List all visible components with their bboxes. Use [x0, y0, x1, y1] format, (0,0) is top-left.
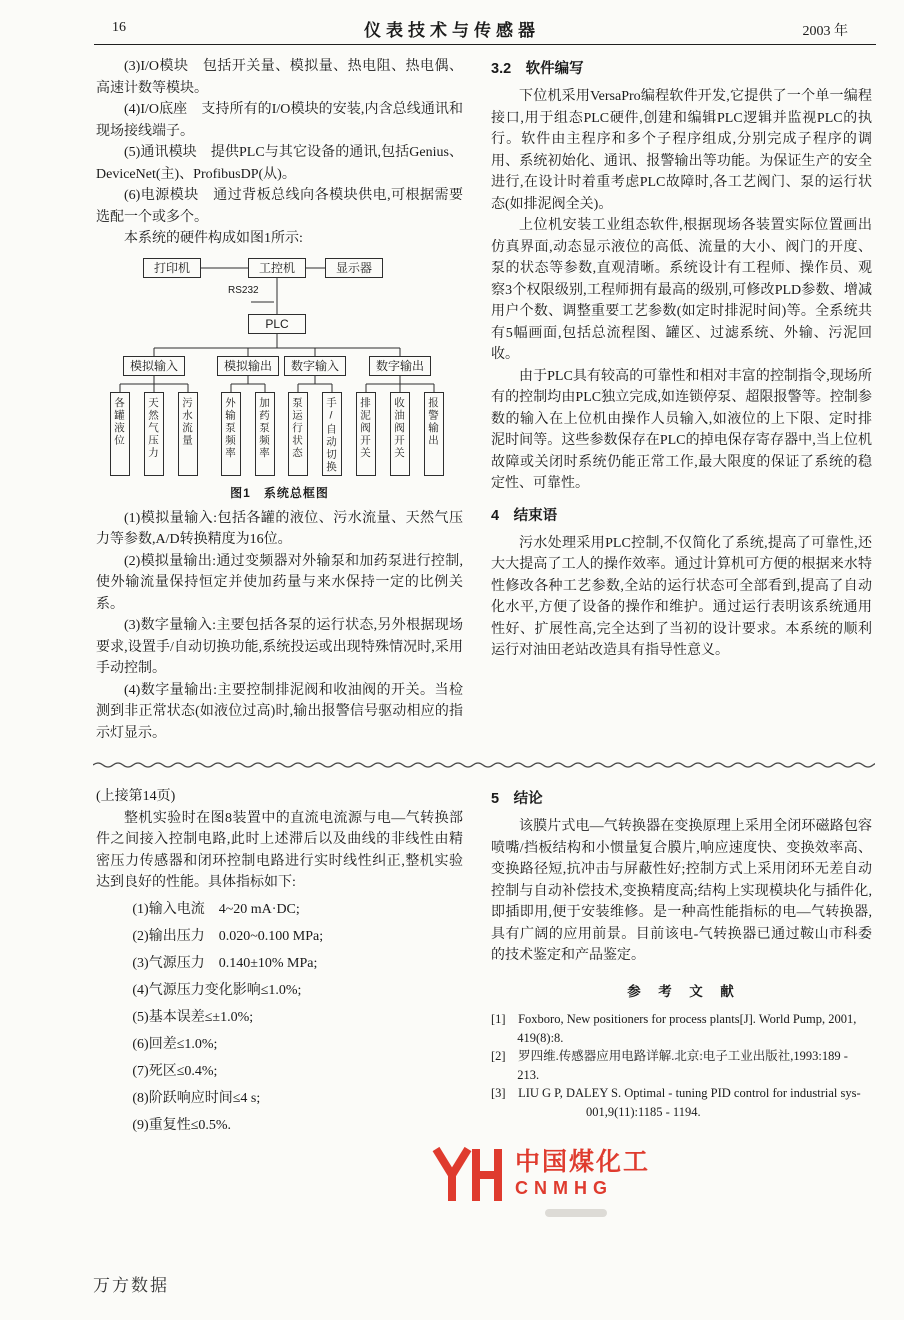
diagram-leaf-alarm-output: 报警输出	[424, 392, 444, 476]
spec-item: (5)基本误差≤±1.0%;	[132, 1009, 254, 1025]
diagram-leaf-sewage-flow: 污水流量	[178, 392, 198, 476]
reference-item-continuation: 001,9(11):1185 - 1194.	[586, 1104, 701, 1119]
wanfang-data-watermark: 万方数据	[93, 1276, 169, 1295]
reference-item: [1] Foxboro, New positioners for process plants[J]. World Pump, 2001, 419(8):8.	[491, 1012, 857, 1045]
figure-caption: 图1 系统总框图	[230, 485, 329, 500]
paragraph: 该膜片式电—气转换器在变换原理上采用全闭环磁路包容喷嘴/挡板结构和小惯量复合膜片,响应速度快、变换效率高、变换路径短,抗冲击与屏蔽性好;控制方式上采用闭环无差自动控制与自动补偿技术,变换精度高;结构上实现模块化与插件化,即插即用,便于安装维修。是一种高性能指标的电—气转换器,具有广阔的应用前景。目前该电-气转换器已通过鞍山市科委的技术鉴定和产品鉴定。	[491, 819, 872, 963]
paragraph: (6)电源模块 通过背板总线向各模块供电,可根据需要选配一个或多个。	[96, 188, 463, 225]
diagram-leaf-gas-pressure: 天然气压力	[144, 392, 164, 476]
paragraph: 上位机安装工业组态软件,根据现场各装置实际位置画出仿真界面,动态显示液位的高低、流量的大小、阀门的开度、泵的状态等参数,直观清晰。系统设计有工程师、操作员、观察3个权限级别,工程师拥有最高的级别,可修改PLD参数、增减用户个数、调整重要工艺参数(如定时排泥时间)等。全系统共有5幅画面,包括总流程图、罐区、过滤系统、外输、污泥回收。	[491, 218, 872, 362]
paragraph: (4)I/O底座 支持所有的I/O模块的安装,内含总线通讯和现场接线端子。	[96, 102, 463, 139]
diagram-leaf-dosing-pump-freq: 加药泵频率	[255, 392, 275, 476]
spec-item: (3)气源压力 0.140±10% MPa;	[132, 955, 318, 971]
diagram-leaf-manual-auto: 手/自动切换	[322, 392, 342, 476]
paragraph: (1)模拟量输入:包括各罐的液位、污水流量、天然气压力等参数,A/D转换精度为16位。	[96, 510, 463, 547]
page-number: 16	[112, 20, 126, 35]
diagram-leaf-tank-level: 各罐液位	[110, 392, 130, 476]
paragraph: (2)模拟量输出:通过变频器对外输泵和加药泵进行控制,使外输流量保持恒定并使加药量与来水保持一定的比例关系。	[96, 553, 463, 612]
reference-item: [2] 罗四维.传感器应用电路详解.北京:电子工业出版社,1993:189 - 213.	[491, 1049, 848, 1082]
spec-item: (1)输入电流 4~20 mA·DC;	[132, 901, 300, 917]
paragraph: (3)数字量输入:主要包括各泵的运行状态,另外根据现场要求,设置手/自动切换功能,系统投运或出现特殊情况时,采用手动控制。	[96, 618, 463, 676]
paragraph: 整机实验时在图8装置中的直流电流源与电—气转换部件之间接入控制电路,此时上述滞后以及曲线的非线性由精密压力传感器和闭环控制电路进行实时线性纠正,整机实验达到良好的性能。具体指标如下:	[96, 810, 463, 890]
cnmhg-logo-icon	[428, 1145, 506, 1203]
references-heading: 参 考 文 献	[627, 983, 736, 999]
watermark-chinese: 中国煤化工	[515, 1148, 651, 1177]
watermark-latin: CNMHG	[515, 1177, 613, 1198]
section-heading-software: 3.2 软件编写	[491, 61, 584, 77]
diagram-box-plc: PLC	[248, 314, 306, 334]
diagram-box-analog-output: 模拟输出	[217, 356, 279, 376]
paragraph: 本系统的硬件构成如图1所示:	[124, 231, 303, 246]
diagram-leaf-export-pump-freq: 外输泵频率	[221, 392, 241, 476]
diagram-box-printer: 打印机	[143, 258, 201, 278]
spec-item: (2)输出压力 0.020~0.100 MPa;	[132, 928, 324, 944]
system-block-diagram	[96, 258, 463, 502]
reference-item: [3] LIU G P, DALEY S. Optimal - tuning PID control for industrial sys-	[491, 1086, 861, 1100]
diagram-box-industrial-pc: 工控机	[248, 258, 306, 278]
left-column-top	[96, 56, 463, 744]
diagram-leaf-pump-status: 泵运行状态	[288, 392, 308, 476]
spec-item: (9)重复性≤0.5%.	[132, 1117, 232, 1133]
paragraph: (5)通讯模块 提供PLC与其它设备的通讯,包括Genius、DeviceNet(主)、ProfibusDP(从)。	[96, 145, 463, 182]
cnmhg-watermark	[428, 1142, 650, 1206]
spec-item: (7)死区≤0.4%;	[132, 1063, 218, 1079]
diagram-leaf-mud-valve: 排泥阀开关	[356, 392, 376, 476]
paragraph: (3)I/O模块 包括开关量、模拟量、热电阻、热电偶、高速计数等模块。	[96, 59, 463, 96]
diagram-leaf-oil-valve: 收油阀开关	[390, 392, 410, 476]
paragraph: (4)数字量输出:主要控制排泥阀和收油阀的开关。当检测到非正常状态(如液位过高)时,输出报警信号驱动相应的指示灯显示。	[96, 682, 463, 741]
spec-item: (6)回差≤1.0%;	[132, 1036, 218, 1052]
spec-item: (8)阶跃响应时间≤4 s;	[132, 1090, 261, 1106]
section-heading-conclusion-2: 5 结论	[491, 791, 543, 807]
section-heading-conclusion-1: 4 结束语	[491, 507, 558, 524]
right-column-bottom	[491, 786, 872, 1121]
watermark-text	[515, 1149, 650, 1198]
diagram-box-analog-input: 模拟输入	[123, 356, 185, 376]
diagram-box-display: 显示器	[325, 258, 383, 278]
left-column-bottom	[96, 786, 463, 1137]
spec-item: (4)气源压力变化影响≤1.0%;	[132, 982, 302, 998]
paragraph: 由于PLC具有较高的可靠性和相对丰富的控制指令,现场所有的控制均由PLC独立完成,如连锁停泵、超限报警等。控制参数的输入在上位机由操作人员输入,如液位的上下限、定时排泥时间等。这些参数保存在PLC的掉电保存寄存器中,当上位机故障或关闭时系统仍能正常工作,最大限度的保证了系统的稳定性、可靠性。	[491, 368, 872, 491]
continued-note: (上接第14页)	[96, 789, 176, 804]
issue-year: 2003 年	[802, 24, 848, 39]
paragraph: 污水处理采用PLC控制,不仅简化了系统,提高了可靠性,还大大提高了工人的操作效率。通过计算机可方便的根据来水特性修改各种工艺参数,全站的运行状态可全部看到,提高了自动化水平,方便了设备的操作和维护。通过运行表明该系统通用性好、扩展性高,完全达到了当初的设计要求。本系统的顺利运行对油田老站改造具有指导性意义。	[491, 535, 872, 658]
paragraph: 下位机采用VersaPro编程软件开发,它提供了一个单一编程接口,用于组态PLC硬件,创建和编辑PLC逻辑并监视PLC的执行。软件由主程序和多个子程序组成,分别完成子程序的调用、系统初始化、通讯、报警输出等功能。为保证生产的安全进行,在设计时着重考虑PLC故障时,各工艺阀门、泵的运行状态(如排泥阀全关)。	[491, 89, 872, 212]
diagram-box-digital-output: 数字输出	[369, 356, 431, 376]
diagram-box-digital-input: 数字输入	[284, 356, 346, 376]
header-rule	[94, 44, 876, 45]
journal-title: 仪表技术与传感器	[364, 21, 540, 40]
article-divider-squiggle	[93, 760, 875, 770]
rs232-label: RS232	[228, 284, 259, 296]
right-column-top	[491, 56, 872, 662]
illegible-smudge	[545, 1209, 607, 1217]
